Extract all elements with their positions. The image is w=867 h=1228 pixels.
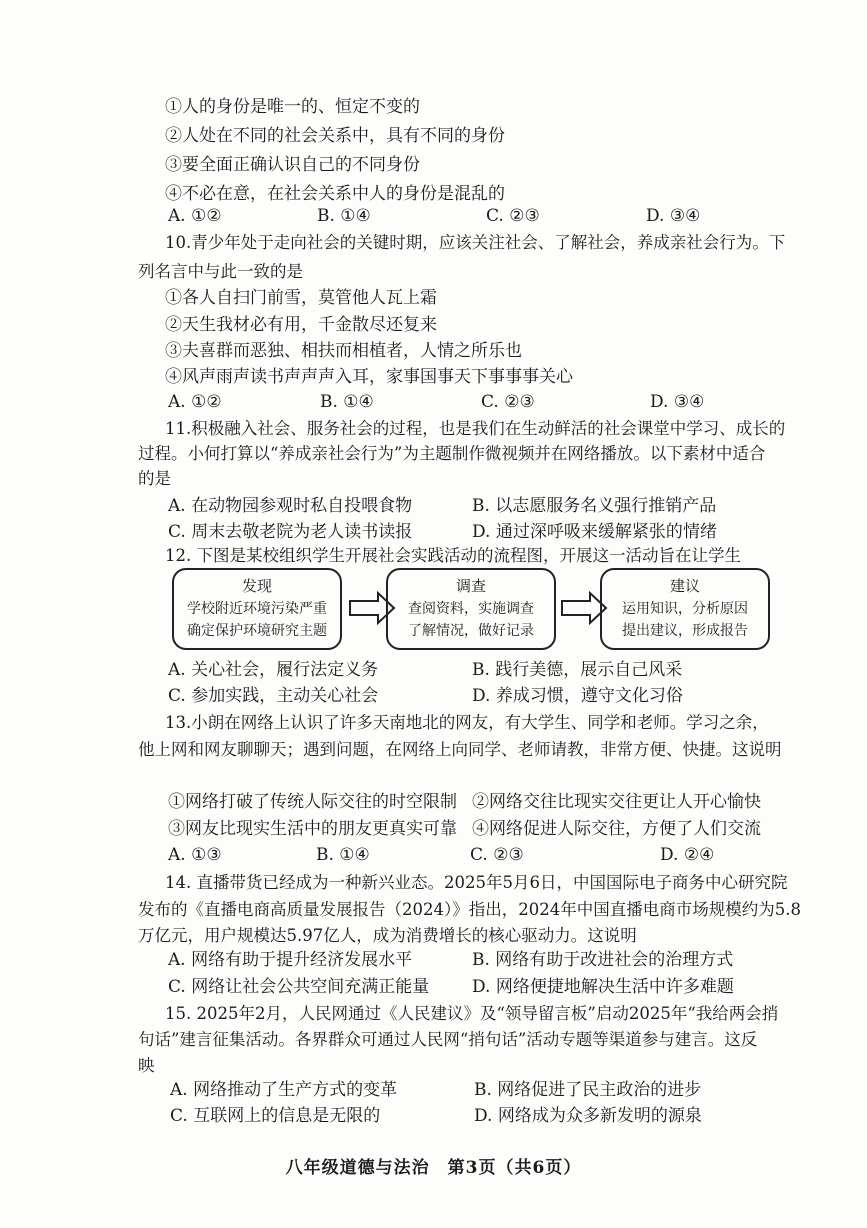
q12-option-a: A. 关心社会，履行法定义务 [168,660,379,680]
q14-stem-line-3: 万亿元，用户规模达5.97亿人，成为消费增长的核心驱动力。这说明 [138,926,637,945]
flow-box-line: 提出建议，形成报告 [622,623,748,639]
q10-stem-line-2: 列名言中与此一致的是 [138,262,303,281]
q9-item-3: ③要全面正确认识自己的不同身份 [165,155,420,175]
q10-item-4: ④风声雨声读书声声声入耳，家事国事天下事事事关心 [165,367,573,387]
q13-option-a: A. ①③ [168,845,222,865]
q9-option-d: D. ③④ [646,206,701,226]
q14-option-a: A. 网络有助于提升经济发展水平 [168,950,413,970]
flowchart [172,568,772,654]
flow-box-title: 建议 [669,577,700,595]
q12-option-d: D. 养成习惯，遵守文化习俗 [472,686,683,706]
q12-stem: 12. 下图是某校组织学生开展社会实践活动的流程图，开展这一活动旨在让学生 [165,546,741,565]
flow-box-line: 学校附近环境污染严重 [187,601,327,617]
q15-option-c: C. 互联网上的信息是无限的 [170,1106,381,1126]
q10-option-d: D. ③④ [650,392,705,412]
q11-stem-line-1: 11.积极融入社会、服务社会的过程，也是我们在生动鲜活的社会课堂中学习、成长的 [165,419,786,438]
q13-item-1: ①网络打破了传统人际交往的时空限制 [168,792,457,812]
q15-stem-line-2: 句话”建言征集活动。各界群众可通过人民网“捎句话”活动专题等渠道参与建言。这反 [138,1030,758,1049]
q13-item-2: ②网络交往比现实交往更让人开心愉快 [472,792,761,812]
q11-option-d: D. 通过深呼吸来缓解紧张的情绪 [472,522,717,542]
q10-option-b: B. ①④ [320,392,374,412]
q12-option-b: B. 践行美德，展示自己风采 [472,660,683,680]
q11-option-c: C. 周末去敬老院为老人读书读报 [168,522,413,542]
q9-item-2: ②人处在不同的社会关系中，具有不同的身份 [165,126,505,146]
q9-item-1: ①人的身份是唯一的、恒定不变的 [165,97,420,117]
q13-stem-line-1: 13.小朗在网络上认识了许多天南地北的网友，有大学生、同学和老师。学习之余， [165,713,769,732]
flow-box-line: 确定保护环境研究主题 [187,623,327,639]
q15-option-d: D. 网络成为众多新发明的源泉 [474,1106,702,1126]
q15-stem-line-1: 15. 2025年2月，人民网通过《人民建议》及“领导留言板”启动2025年“我给两会捎 [165,1004,779,1023]
q15-option-a: A. 网络推动了生产方式的变革 [170,1080,398,1100]
flow-box-title: 调查 [455,577,486,595]
q11-stem-line-3: 的是 [138,469,171,488]
flow-box-discover [172,568,342,650]
flow-box-line: 运用知识，分析原因 [622,601,748,617]
q13-option-c: C. ②③ [470,845,524,865]
q11-stem-line-2: 过程。小何打算以“养成亲社会行为”为主题制作微视频并在网络播放。以下素材中适合 [138,444,766,463]
q9-item-4: ④不必在意，在社会关系中人的身份是混乱的 [165,184,505,204]
q15-option-b: B. 网络促进了民主政治的进步 [474,1080,702,1100]
q13-option-b: B. ①④ [316,845,370,865]
q9-option-a: A. ①② [168,206,222,226]
flow-box-investigate [386,568,556,650]
q13-option-d: D. ②④ [660,845,715,865]
flow-box-suggest [600,568,770,650]
q13-item-4: ④网络促进人际交往，方便了人们交流 [472,819,761,839]
q9-option-b: B. ①④ [317,206,371,226]
q12-option-c: C. 参加实践，主动关心社会 [168,686,379,706]
q14-option-d: D. 网络便捷地解决生活中许多难题 [472,977,734,997]
q11-option-b: B. 以志愿服务名义强行推销产品 [472,496,717,516]
q10-item-2: ②天生我材必有用，千金散尽还复来 [165,315,437,335]
q11-option-a: A. 在动物园参观时私自投喂食物 [168,496,413,516]
q10-option-c: C. ②③ [481,392,535,412]
q15-stem-line-3: 映 [138,1056,155,1075]
q10-option-a: A. ①② [168,392,222,412]
flow-box-line: 查阅资料，实施调查 [408,601,534,617]
q14-stem-line-2: 发布的《直播电商高质量发展报告（2024）》指出，2024年中国直播电商市场规模约为5.8 [138,900,801,919]
q10-stem-line-1: 10.青少年处于走向社会的关键时期，应该关注社会、了解社会，养成亲社会行为。下 [165,233,786,252]
q10-item-1: ①各人自扫门前雪，莫管他人瓦上霜 [165,288,437,308]
q14-option-b: B. 网络有助于改进社会的治理方式 [472,950,734,970]
q9-option-c: C. ②③ [486,206,540,226]
flow-box-title: 发现 [241,577,272,595]
q13-stem-line-2: 他上网和网友聊聊天；遇到问题，在网络上向同学、老师请教，非常方便、快捷。这说明 [138,740,782,759]
flow-box-line: 了解情况，做好记录 [408,623,534,639]
q13-item-3: ③网友比现实生活中的朋友更真实可靠 [168,819,457,839]
q14-option-c: C. 网络让社会公共空间充满正能量 [168,977,430,997]
page-footer: 八年级道德与法治 第3页（共6页） [285,1158,582,1178]
q10-item-3: ③夫喜群而恶独、相扶而相植者，人情之所乐也 [165,341,522,361]
q14-stem-line-1: 14. 直播带货已经成为一种新兴业态。2025年5月6日，中国国际电子商务中心研究院 [165,873,788,892]
